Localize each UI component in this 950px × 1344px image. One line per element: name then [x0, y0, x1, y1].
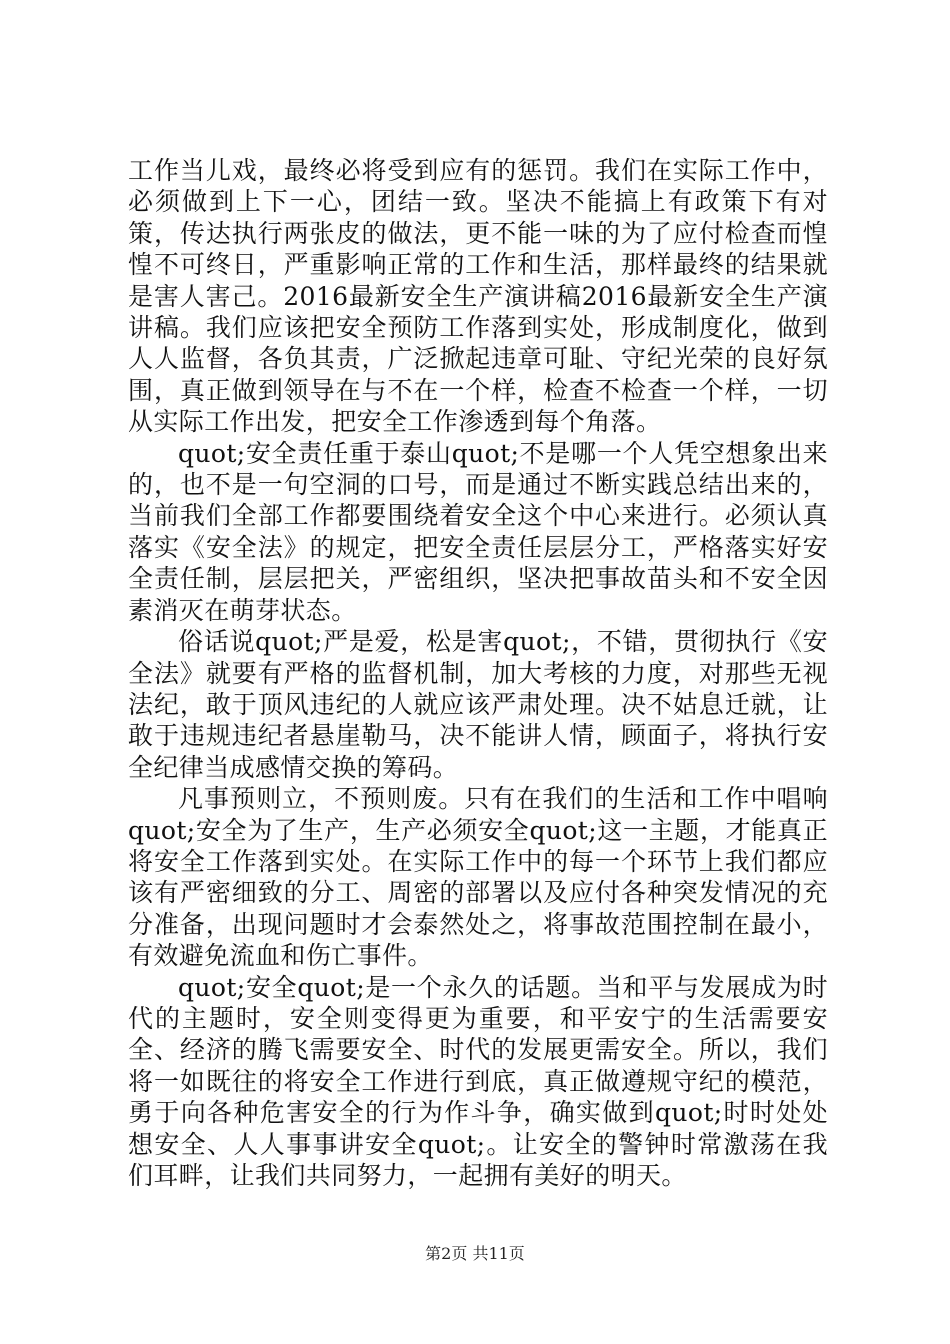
paragraph-conclusion: quot;安全quot;是一个永久的话题。当和平与发展成为时代的主题时，安全则变得更为重要，和平安宁的生活需要安全、经济的腾飞需要安全、时代的发展更需安全。所以，我们将一如既往的将安全工作进行到底，真正做遵规守纪的模范，勇于向各种危害安全的行为作斗争，确实做到quot;时时处处想安全、人人事事讲安全quot;。让安全的警钟时常激荡在我们耳畔，让我们共同努力，一起拥有美好的明天。: [128, 972, 828, 1190]
page-footer: [0, 1243, 950, 1265]
document-body: [128, 155, 828, 1191]
paragraph-strict-supervision: 俗话说quot;严是爱，松是害quot;，不错，贯彻执行《安全法》就要有严格的监督机制，加大考核的力度，对那些无视法纪，敢于顶风违纪的人就应该严肃处理。决不姑息迁就，让敢于违规违纪者悬崖勒马，决不能讲人情，顾面子，将执行安全纪律当成感情交换的筹码。: [128, 627, 828, 782]
paragraph-preparedness: 凡事预则立，不预则废。只有在我们的生活和工作中唱响quot;安全为了生产，生产必须安全quot;这一主题，才能真正将安全工作落到实处。在实际工作中的每一个环节上我们都应该有严密细致的分工、周密的部署以及应付各种突发情况的充分准备，出现问题时才会泰然处之，将事故范围控制在最小，有效避免流血和伤亡事件。: [128, 784, 828, 971]
paragraph-safety-responsibility: quot;安全责任重于泰山quot;不是哪一个人凭空想象出来的，也不是一句空洞的口号，而是通过不断实践总结出来的，当前我们全部工作都要围绕着安全这个中心来进行。必须认真落实《安全法》的规定，把安全责任层层分工，严格落实好安全责任制，层层把关，严密组织，坚决把事故苗头和不安全因素消灭在萌芽状态。: [128, 438, 828, 625]
page-number-label: 第2页 共11页: [425, 1244, 525, 1263]
paragraph-continuation: 工作当儿戏，最终必将受到应有的惩罚。我们在实际工作中，必须做到上下一心，团结一致。坚决不能搞上有政策下有对策，传达执行两张皮的做法，更不能一味的为了应付检查而惶惶不可终日，严重影响正常的工作和生活，那样最终的结果就是害人害己。2016最新安全生产演讲稿2016最新安全生产演讲稿。我们应该把安全预防工作落到实处，形成制度化，做到人人监督，各负其责，广泛掀起违章可耻、守纪光荣的良好氛围，真正做到领导在与不在一个样，检查不检查一个样，一切从实际工作出发，把安全工作渗透到每个角落。: [128, 156, 828, 437]
